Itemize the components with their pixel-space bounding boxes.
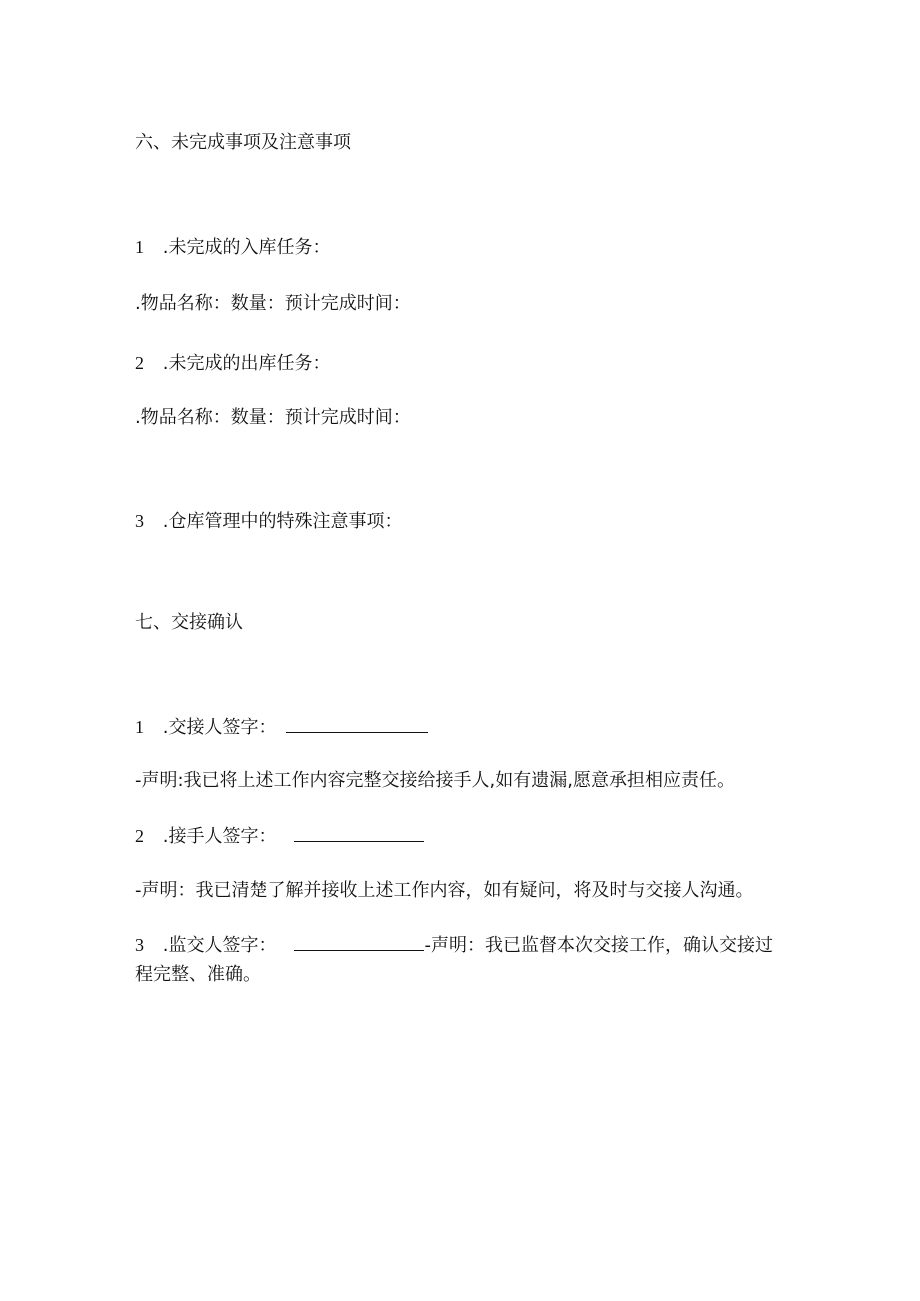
signature-line[interactable] [286,716,428,733]
signature-line[interactable] [294,934,424,951]
supervisor-statement-cont: 程完整、准确。 [135,964,261,985]
item-number: 2 [135,353,144,373]
item-number: 3 [135,935,144,955]
item-label: .未完成的入库任务： [162,237,331,258]
signature-line[interactable] [294,825,424,842]
handover-statement: -声明:我已将上述工作内容完整交接给接手人,如有遗漏,愿意承担相应责任。 [135,770,735,791]
item-special-notes [135,510,402,533]
item-number: 1 [135,237,144,257]
supervisor-signature [135,934,773,957]
item-outbound-tasks [135,352,330,375]
inbound-detail: .物品名称：数量：预计完成时间： [135,293,411,314]
item-label: .未完成的出库任务： [162,353,331,374]
section-7-heading: 七、交接确认 [135,612,243,633]
item-label: .仓库管理中的特殊注意事项： [162,511,403,532]
item-number: 1 [135,717,144,737]
receiver-signature [135,825,424,848]
section-6-heading: 六、未完成事项及注意事项 [135,132,351,153]
receiver-statement: -声明：我已清楚了解并接收上述工作内容，如有疑问，将及时与交接人沟通。 [135,880,754,901]
signature-label: .交接人签字： [162,717,277,738]
outbound-detail: .物品名称：数量：预计完成时间： [135,407,411,428]
item-number: 3 [135,511,144,531]
handover-signature [135,716,428,739]
item-number: 2 [135,826,144,846]
item-inbound-tasks [135,236,330,259]
signature-label: .接手人签字： [162,826,277,847]
signature-label: .监交人签字： [162,935,277,956]
supervisor-statement: -声明：我已监督本次交接工作，确认交接过 [424,935,773,956]
